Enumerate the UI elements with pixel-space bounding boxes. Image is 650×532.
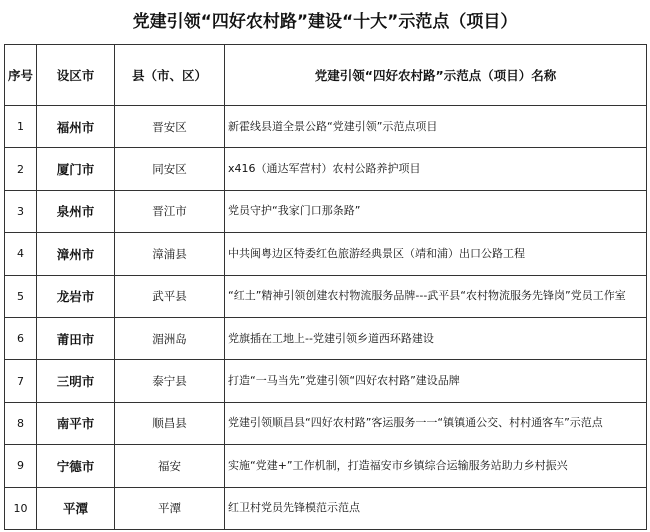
document-title: 党建引领“四好农村路”建设“十大”示范点（项目） [132,12,518,32]
row-county: 晋安区 [115,106,225,148]
row-project-name: 新霍线县道全景公路“党建引领”示范点项目 [225,106,647,148]
row-seq: 3 [5,190,37,232]
row-county: 晋江市 [115,190,225,232]
table-row [5,148,647,190]
row-project-name: 红卫村党员先锋模范示范点 [225,487,647,529]
row-city: 漳州市 [37,233,115,275]
row-county: 湄洲岛 [115,317,225,359]
row-seq: 9 [5,445,37,487]
header-city: 设区市 [37,45,115,106]
row-city: 南平市 [37,402,115,444]
table-row [5,317,647,359]
row-project-name: 党员守护“我家门口那条路” [225,190,647,232]
row-county: 漳浦县 [115,233,225,275]
row-city: 宁德市 [37,445,115,487]
table-row [5,233,647,275]
table-row [5,487,647,529]
row-seq: 6 [5,317,37,359]
header-seq: 序号 [5,45,37,106]
row-project-name: x416（通达军营村）农村公路养护项目 [225,148,647,190]
row-city: 泉州市 [37,190,115,232]
table-row [5,402,647,444]
header-county: 县（市、区） [115,45,225,106]
row-seq: 5 [5,275,37,317]
row-seq: 2 [5,148,37,190]
row-project-name: 打造“一马当先”党建引领“四好农村路”建设品牌 [225,360,647,402]
table-row [5,190,647,232]
row-seq: 7 [5,360,37,402]
row-county: 顺昌县 [115,402,225,444]
row-seq: 4 [5,233,37,275]
table-row [5,360,647,402]
row-county: 福安 [115,445,225,487]
table-row [5,106,647,148]
row-county: 泰宁县 [115,360,225,402]
row-seq: 10 [5,487,37,529]
row-city: 福州市 [37,106,115,148]
row-project-name: 党建引领顺昌县“四好农村路”客运服务一一“镇镇通公交、村村通客车”示范点 [225,402,647,444]
row-city: 厦门市 [37,148,115,190]
demonstration-points-table [4,44,647,530]
header-row [5,45,647,106]
row-seq: 1 [5,106,37,148]
row-city: 三明市 [37,360,115,402]
row-county: 武平县 [115,275,225,317]
table-row [5,275,647,317]
header-name: 党建引领“四好农村路”示范点（项目）名称 [225,45,647,106]
row-county: 平潭 [115,487,225,529]
row-project-name: 实施“党建+”工作机制，打造福安市乡镇综合运输服务站助力乡村振兴 [225,445,647,487]
row-seq: 8 [5,402,37,444]
row-county: 同安区 [115,148,225,190]
row-project-name: “红土”精神引领创建农村物流服务品牌---武平县“农村物流服务先锋岗”党员工作室 [225,275,647,317]
table-row [5,445,647,487]
row-project-name: 中共闽粤边区特委红色旅游经典景区（靖和浦）出口公路工程 [225,233,647,275]
row-city: 平潭 [37,487,115,529]
row-project-name: 党旗插在工地上--党建引领乡道西环路建设 [225,317,647,359]
row-city: 莆田市 [37,317,115,359]
row-city: 龙岩市 [37,275,115,317]
